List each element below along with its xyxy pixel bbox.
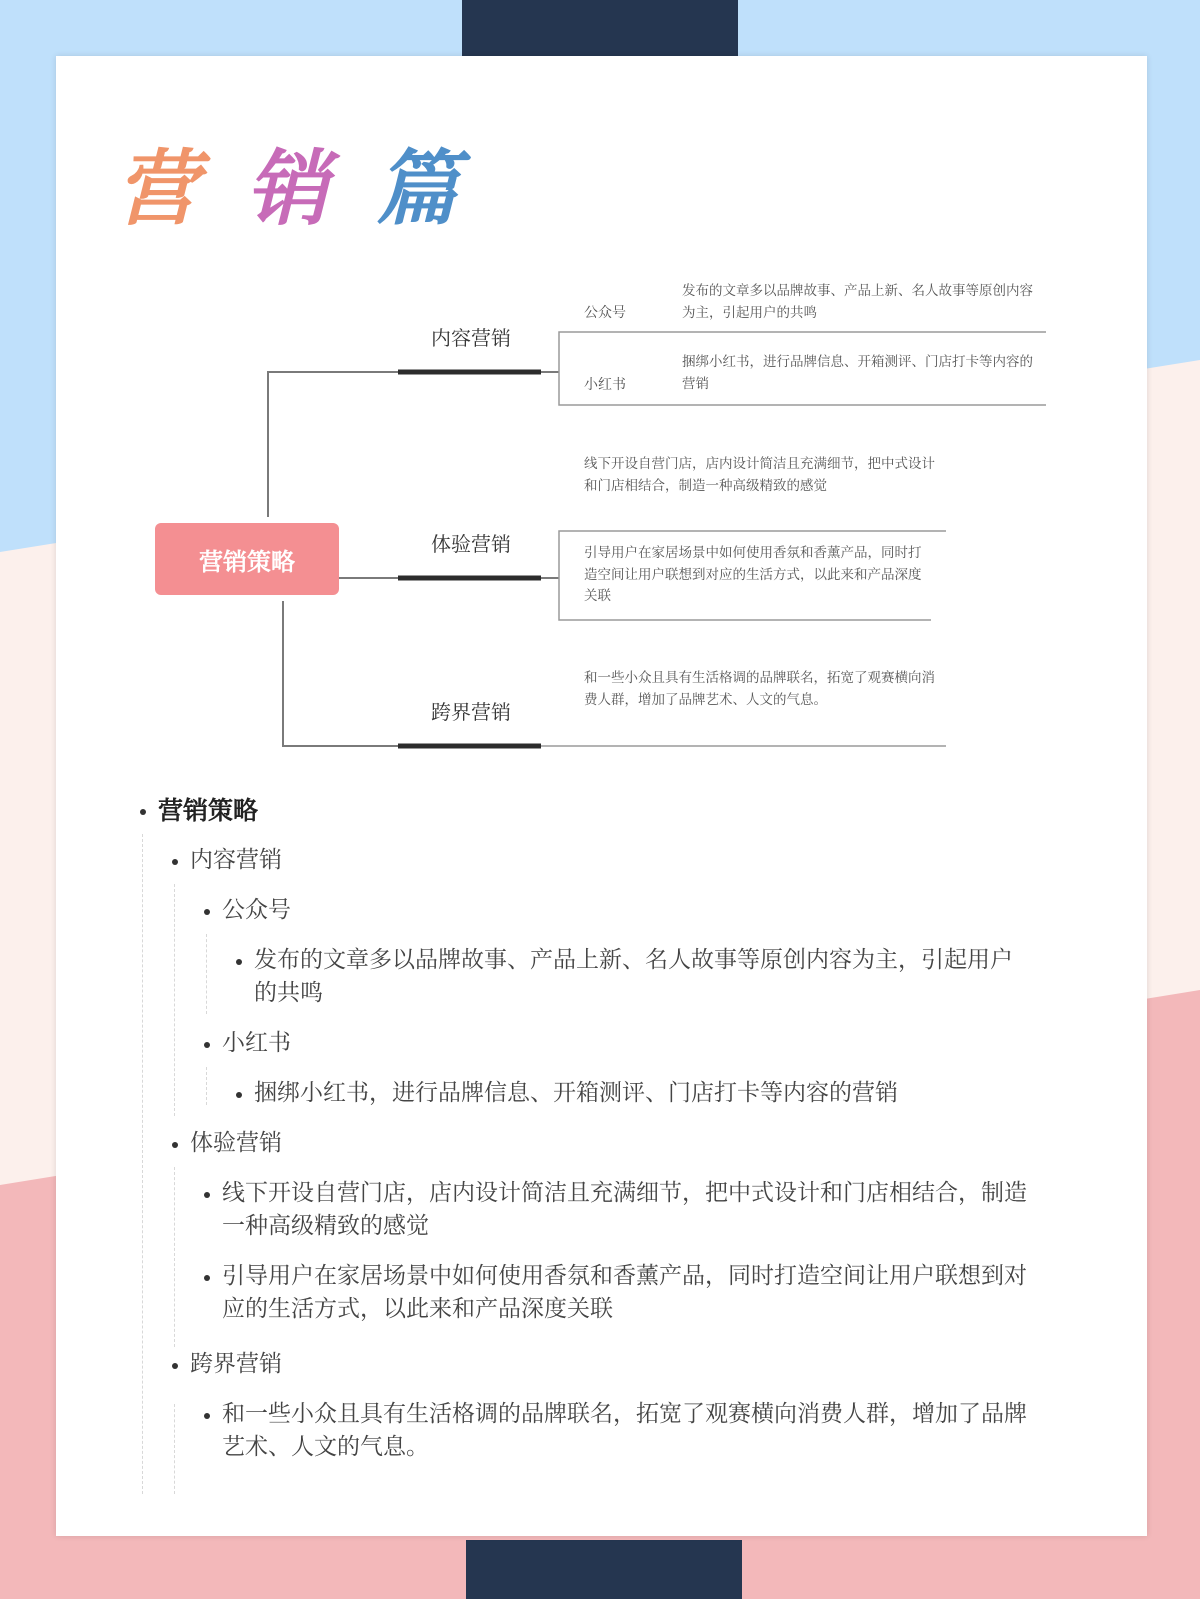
leaf-note-exp-1: 线下开设自营门店，店内设计简洁且充满细节，把中式设计和门店相结合，制造一种高级精致的感觉 — [584, 456, 935, 494]
bullet-icon — [172, 1142, 178, 1148]
connector-content — [268, 372, 398, 517]
bullet-icon — [172, 1363, 178, 1369]
content-card — [56, 56, 1147, 1536]
bullet-icon — [204, 1413, 210, 1419]
outline-exp-note-1[interactable]: 线下开设自营门店，店内设计简洁且充满细节，把中式设计和门店相结合，制造 一种高级精致的感觉 — [222, 1177, 1072, 1243]
bullet-icon — [204, 909, 210, 915]
leaf-note-gzh: 发布的文章多以品牌故事、产品上新、名人故事等原创内容为主，引起用户的共鸣 — [682, 283, 1033, 321]
outline-root[interactable]: 营销策略 — [158, 794, 258, 827]
bullet-icon — [236, 959, 242, 965]
leaf-note-xhs: 捆绑小红书，进行品牌信息、开箱测评、门店打卡等内容的营销 — [682, 354, 1033, 392]
connector-crossover — [283, 601, 398, 746]
outline-exp-note-2[interactable]: 引导用户在家居场景中如何使用香氛和香薰产品，同时打造空间让用户联想到对 应的生活方式，以此来和产品深度关联 — [222, 1260, 1072, 1326]
bullet-icon — [204, 1042, 210, 1048]
branch-crossover-marketing[interactable]: 跨界营销 — [431, 700, 511, 724]
bullet-icon — [236, 1092, 242, 1098]
leaf-note-exp-2: 引导用户在家居场景中如何使用香氛和香薰产品，同时打造空间让用户联想到对应的生活方式，以此来和产品深度关联 — [584, 545, 922, 605]
title-char-2: 销 — [246, 141, 328, 237]
outline-experience-marketing[interactable]: 体验营销 — [190, 1127, 282, 1160]
bullet-icon — [172, 859, 178, 865]
outline-gzh-note[interactable]: 发布的文章多以品牌故事、产品上新、名人故事等原创内容为主，引起用户 的共鸣 — [254, 944, 1074, 1010]
outline-gzh[interactable]: 公众号 — [222, 894, 291, 927]
leaf-label-gzh[interactable]: 公众号 — [584, 305, 626, 321]
top-tab-decoration — [462, 0, 738, 56]
bullet-icon — [204, 1275, 210, 1281]
bullet-icon — [204, 1192, 210, 1198]
branch-content-marketing[interactable]: 内容营销 — [431, 326, 511, 350]
leaf-label-xhs[interactable]: 小红书 — [584, 377, 626, 393]
mindmap-root-node[interactable]: 营销策略 — [155, 523, 339, 595]
bullet-icon — [140, 809, 146, 815]
outline-xhs[interactable]: 小红书 — [222, 1027, 291, 1060]
branch-experience-marketing[interactable]: 体验营销 — [431, 532, 511, 556]
outline-xhs-note[interactable]: 捆绑小红书，进行品牌信息、开箱测评、门店打卡等内容的营销 — [254, 1077, 1074, 1110]
outline-cross-note-1[interactable]: 和一些小众且具有生活格调的品牌联名，拓宽了观赛横向消费人群，增加了品牌 艺术、人文的气息。 — [222, 1398, 1072, 1464]
outline-content-marketing[interactable]: 内容营销 — [190, 844, 282, 877]
outline-crossover-marketing[interactable]: 跨界营销 — [190, 1348, 282, 1381]
title-char-3: 篇 — [376, 141, 458, 237]
title-char-1: 营 — [116, 141, 198, 237]
leaf-note-cross-1: 和一些小众且具有生活格调的品牌联名，拓宽了观赛横向消费人群，增加了品牌艺术、人文的气息。 — [584, 670, 935, 708]
bottom-tab-decoration — [466, 1540, 742, 1599]
